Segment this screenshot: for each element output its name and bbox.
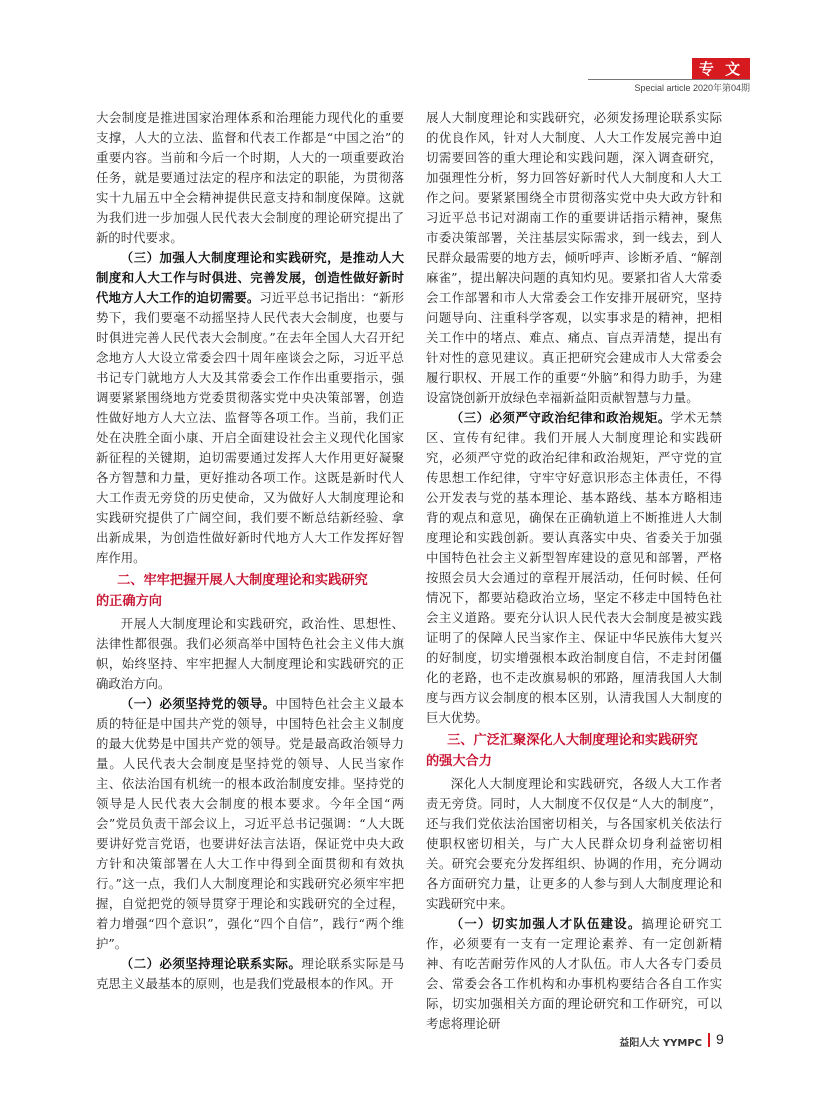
section-heading [426, 730, 722, 772]
paragraph [96, 694, 404, 954]
paragraph-body: 习近平总书记指出：“新形势下，我们要毫不动摇坚持人民代表大会制度，也要与时俱进完善人民代表大会制度。”在去年全国人大召开纪念地方人大设立常委会四十周年座谈会之际，习近平总书记专门就地方人大及其常委会工作作出重要指示，强调要紧紧围绕地方党委贯彻落实党中央决策部署，创造性做好地方人大立法、监督等各项工作。当前，我们正处在决胜全面小康、开启全面建设社会主义现代化国家新征程的关键期，迫切需要通过发挥人大作用更好凝聚各方智慧和力量，更好推动各项工作。这既是新时代人大工作责无旁贷的历史使命，又为做好人大制度理论和实践研究提供了广阔空间，我们要不断总结新经验、拿出新成果，为创造性做好新时代地方人大工作发挥好智库作用。 [96, 290, 404, 565]
paragraph [426, 914, 722, 1034]
paragraph-lead: （三）加强人大制度理论和实践研究，是推动人大制度和人大工作与时俱进、完善发展，创造性做好新时代地方人大工作的迫切需要。 [96, 250, 404, 305]
section-heading-line: 的强大合力 [426, 754, 492, 769]
right-column [426, 108, 722, 1034]
paragraph-lead: （二）必须坚持理论联系实际。 [120, 956, 302, 971]
paragraph [426, 408, 722, 728]
paragraph-body: 中国特色社会主义最本质的特征是中国共产党的领导，中国特色社会主义制度的最大优势是中国共产党的领导。党是最高政治领导力量。人民代表大会制度是坚持党的领导、人民当家作主、依法治国有机统一的根本政治制度安排。坚持党的领导是人民代表大会制度的根本要求。今年全国“两会”党员负责干部会议上，习近平总书记强调：“人大既要讲好党言党语，也要讲好法言法语，保证党中央大政方针和决策部署在人大工作中得到全面贯彻和有效执行。”这一点，我们人大制度理论和实践研究必须牢牢把握，自觉把党的领导贯穿于理论和实践研究的全过程，着力增强“四个意识”，强化“四个自信”，践行“两个维护”。 [96, 696, 404, 951]
section-heading [96, 570, 404, 612]
section-tag: 专 文 [692, 58, 750, 80]
paragraph-lead: （一）必须坚持党的领导。 [120, 696, 276, 711]
footer-divider [708, 1033, 710, 1047]
section-heading-line: 的正确方向 [96, 594, 162, 609]
paragraph-body: 搞理论研究工作，必须要有一支有一定理论素养、有一定创新精神、有吃苦耐劳作风的人才队伍。市人大各专门委员会、常委会各工作机构和办事机构要结合各自工作实际，切实加强相关方面的理论研究和工作研究，可以考虑将理论研 [426, 916, 723, 1031]
header-divider [588, 79, 750, 80]
paragraph: 开展人大制度理论和实践研究，政治性、思想性、法律性都很强。我们必须高举中国特色社会主义伟大旗帜，始终坚持、牢牢把握人大制度理论和实践研究的正确政治方向。 [96, 616, 404, 691]
issue-label: Special article 2020年第04期 [634, 83, 750, 93]
page-number: 9 [716, 1031, 724, 1047]
paragraph-lead: （一）切实加强人才队伍建设。 [450, 916, 642, 931]
paragraph-body: 学术无禁区、宣传有纪律。我们开展人大制度理论和实践研究，必须严守党的政治纪律和政治规矩，严守党的宣传思想工作纪律，守牢守好意识形态主体责任，不得公开发表与党的基本理论、基本路线、基本方略相违背的观点和意见，确保在正确轨道上不断推进人大制度理论和实践创新。要认真落实中央、省委关于加强中国特色社会主义新型智库建设的意见和部署，严格按照会员大会通过的章程开展活动，任何时候、任何情况下，都要站稳政治立场，坚定不移走中国特色社会主义道路。要充分认识人民代表大会制度是被实践证明了的保障人民当家作主、保证中华民族伟大复兴的好制度，切实增强根本政治制度自信，不走封闭僵化的老路，也不走改旗易帜的邪路，厘清我国人大制度与西方议会制度的根本区别，认清我国人大制度的巨大优势。 [426, 410, 723, 725]
paragraph: 展人大制度理论和实践研究，必须发扬理论联系实际的优良作风，针对人大制度、人大工作发展完善中迫切需要回答的重大理论和实践问题，深入调查研究，加强理性分析，努力回答好新时代人大制度和人大工作之问。要紧紧围绕全市贯彻落实党中央大政方针和习近平总书记对湖南工作的重要讲话指示精神，聚焦市委决策部署，关注基层实际需求，到一线去，到人民群众最需要的地方去，倾听呼声、诊断矛盾、“解剖麻雀”，提出解决问题的真知灼见。要紧扣省人大常委会工作部署和市人大常委会工作安排开展研究，坚持问题导向、注重科学客观，以实事求是的精神，把相关工作中的堵点、难点、痛点、盲点弄清楚，提出有针对性的意见建议。真正把研究会建成市人大常委会履行职权、开展工作的重要“外脑”和得力助手，为建设富饶创新开放绿色幸福新益阳贡献智慧与力量。 [426, 110, 722, 405]
section-heading-line: 三、广泛汇聚深化人大制度理论和实践研究 [447, 733, 698, 748]
paragraph-lead: （三）必须严守政治纪律和政治规矩。 [450, 410, 671, 425]
paragraph [96, 954, 404, 994]
paragraph-body: 理论联系实际是马克思主义最基本的原则，也是我们党最根本的作风。开 [96, 956, 405, 991]
paragraph: 深化人大制度理论和实践研究，各级人大工作者责无旁贷。同时，人大制度不仅仅是“人大的制度”，还与我们党依法治国密切相关，与各国家机关依法行使职权密切相关，与广大人民群众切身利益密切相关。研究会要充分发挥组织、协调的作用，充分调动各方面研究力量，让更多的人参与到人大制度理论和实践研究中来。 [426, 776, 722, 911]
publication-name: 益阳人大 YYMPC [619, 1038, 702, 1049]
paragraph: 大会制度是推进国家治理体系和治理能力现代化的重要支撑，人大的立法、监督和代表工作都是“中国之治”的重要内容。当前和今后一个时期，人大的一项重要政治任务，就是要通过法定的程序和法定的职能，为贯彻落实十九届五中全会精神提供民意支持和制度保障。这就为我们进一步加强人民代表大会制度的理论研究提出了新的时代要求。 [96, 110, 404, 245]
paragraph [96, 248, 404, 568]
section-heading-line: 二、牢牢把握开展人大制度理论和实践研究 [117, 573, 368, 588]
left-column [96, 108, 404, 994]
